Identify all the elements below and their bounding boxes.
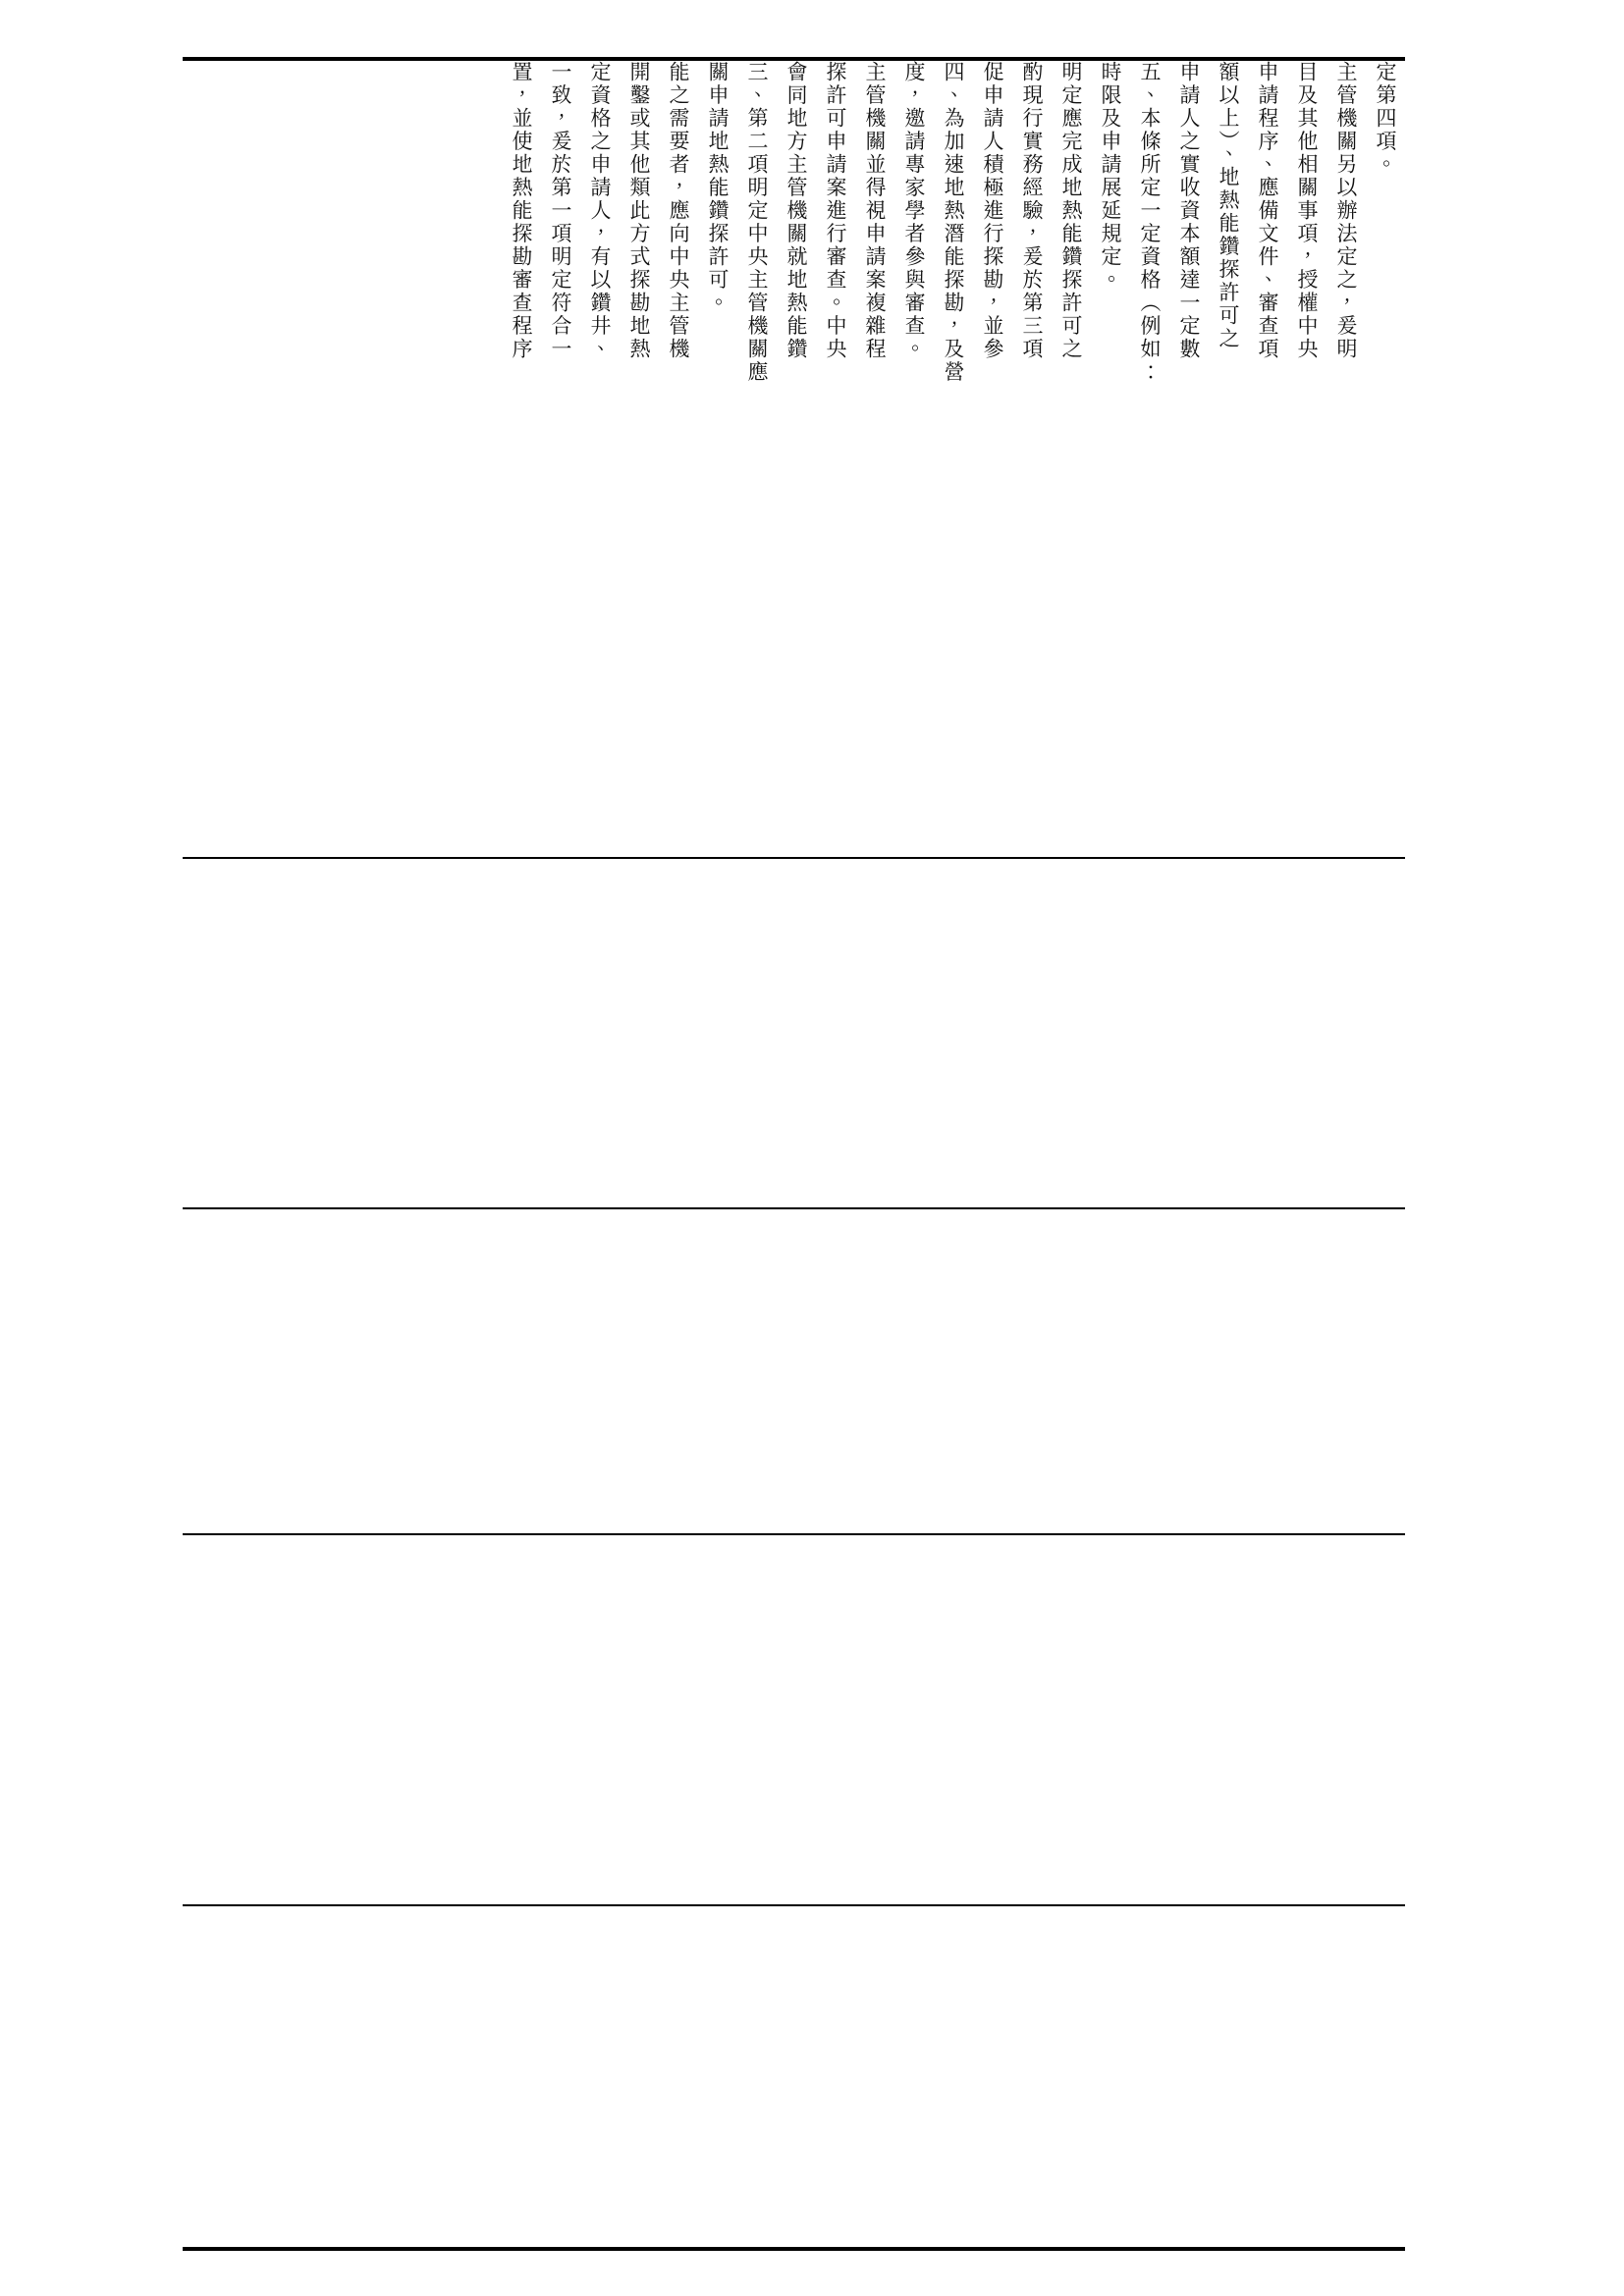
text-line: 五、本條所定一定資格（例如： [1138,61,1162,384]
text-line: 促申請人積極進行探勘，並參 [981,61,1004,361]
text-line: 定資格之申請人，有以鑽井、 [588,61,612,361]
horizontal-rule-4 [183,1533,1405,1535]
horizontal-rule-bottom [183,2247,1405,2251]
text-line: 主管機關並得視申請案複雜程 [863,61,887,361]
text-line: 置，並使地熱能探勘審查程序 [510,61,533,361]
text-line: 定第四項。 [1374,61,1397,177]
text-line: 時限及申請展延規定。 [1099,61,1122,292]
text-line: 會同地方主管機關就地熱能鑽 [785,61,808,361]
horizontal-rule-3 [183,1207,1405,1209]
text-line: 開鑿或其他類此方式探勘地熱 [627,61,651,361]
text-line: 一致，爰於第一項明定符合一 [549,61,572,361]
text-line: 申請程序、應備文件、審查項 [1256,61,1279,361]
horizontal-rule-2 [183,857,1405,859]
text-line: 四、為加速地熱潛能探勘，及營 [942,61,965,384]
horizontal-rule-5 [183,1904,1405,1906]
text-line: 酌現行實務經驗，爰於第三項 [1020,61,1044,361]
text-line: 探許可申請案進行審查。中央 [824,61,847,361]
text-line: 度，邀請專家學者參與審查。 [902,61,926,361]
vertical-text-body [502,61,1405,524]
text-line: 明定應完成地熱能鑽探許可之 [1059,61,1083,361]
text-line: 目及其他相關事項，授權中央 [1295,61,1319,361]
text-line: 申請人之實收資本額達一定數 [1177,61,1201,361]
text-line: 額以上）、地熱能鑽探許可之 [1217,61,1240,350]
text-line: 主管機關另以辦法定之，爰明 [1334,61,1358,361]
text-line: 能之需要者，應向中央主管機 [667,61,690,361]
text-line: 三、第二項明定中央主管機關應 [745,61,769,384]
text-line: 關申請地熱能鑽探許可。 [706,61,730,315]
